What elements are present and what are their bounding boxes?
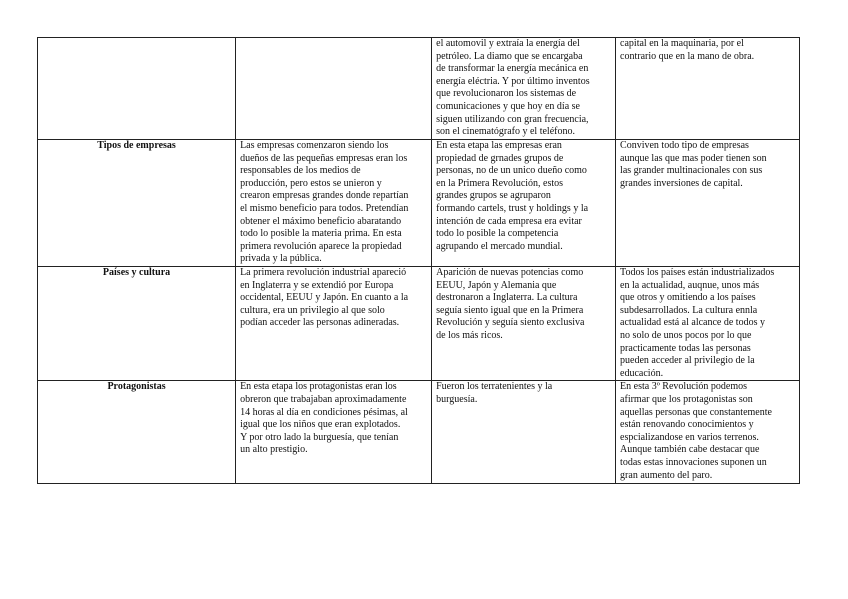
- table-row: [38, 267, 800, 381]
- cell-text: En esta 3º Revolución podemos afirmar que los protagonistas son aquellas personas que constantemente están renovando conocimientos y espcializandose en varios terrenos. Aunque también cabe destacar que todas estas innovaciones suponen un gran aumento del paro.: [620, 381, 772, 481]
- table-cell: [616, 381, 800, 484]
- table-cell: [432, 38, 616, 140]
- cell-text: Conviven todo tipo de empresas aunque las que mas poder tienen son las grander multinacionales con sus grandes inversiones de capital.: [620, 140, 767, 189]
- table-cell: [616, 140, 800, 267]
- cell-text: el automovil y extraía la energía del petróleo. La diamo que se encargaba de transformar la energía mecánica en energía eléctria. Y por último inventos que revolucionaron los sistemas de comunicaciones y que hoy en día se siguen utilizando con gran frecuencia, son el cinematógrafo y el teléfono.: [436, 38, 590, 138]
- table-row: [38, 381, 800, 484]
- table-cell: [616, 38, 800, 140]
- row-header-tipos-de-empresas: Tipos de empresas: [38, 140, 236, 267]
- table-cell: [432, 140, 616, 267]
- row-header-protagonistas: Protagonistas: [38, 381, 236, 484]
- cell-text: Todos los países están industrializados en la actualidad, auqnue, unos más que otros y omitiendo a los países subdesarrollados. La cultura ennla actualidad está al alcance de todos y no solo de unos pocos por lo que practicamente todas las personas pueden acceder al privilegio de la educación.: [620, 267, 775, 379]
- table-cell: [432, 381, 616, 484]
- comparison-table: [37, 37, 800, 484]
- table-row: [38, 140, 800, 267]
- cell-text: La primera revolución industrial apareció en Inglaterra y se extendió por Europa occidental, EEUU y Japón. En cuanto a la cultura, era un privilegio al que solo podían acceder las personas adineradas.: [240, 267, 409, 329]
- row-header-cell: [38, 38, 236, 140]
- table-cell: [236, 140, 432, 267]
- cell-text: Fueron los terratenientes y la burguesía.: [436, 381, 553, 405]
- row-header-paises-y-cultura: Países y cultura: [38, 267, 236, 381]
- cell-text: Aparición de nuevas potencias como EEUU, Japón y Alemania que destronaron a Inglaterra. La cultura seguía siento igual que en la Primera Revolución y seguía siento exclusiva de los más ricos.: [436, 267, 585, 341]
- table-cell: [236, 381, 432, 484]
- table-cell: [236, 267, 432, 381]
- cell-text: capital en la maquinaria, por el contrario que en la mano de obra.: [620, 38, 755, 62]
- cell-text: En esta etapa las empresas eran propiedad de grnades grupos de personas, no de un unico dueño como en la Primera Revolución, estos grandes grupos se agruparon formando cartels, trust y holdings y la intención de cada empresa era evitar todo lo posible la competencia agrupando el mercado mundial.: [436, 140, 589, 252]
- cell-text: En esta etapa los protagonistas eran los obreron que trabajaban aproximadamente 14 horas al día en condiciones pésimas, al igual que los niños que eran explotados. Y por otro lado la burguesía, que tenían un alto prestigio.: [240, 381, 408, 456]
- table-cell: [236, 38, 432, 140]
- cell-text: Las empresas comenzaron siendo los dueños de las pequeñas empresas eran los responsables de los medios de producción, pero estos se unieron y crearon empresas grandes donde repartían el mismo beneficio para todos. Pretendían obtener el máximo beneficio abaratando todo lo posible la materia prima. En esta primera revolución aparece la propiedad privada y la pública.: [240, 140, 409, 265]
- table-cell: [616, 267, 800, 381]
- table-row: [38, 38, 800, 140]
- table-cell: [432, 267, 616, 381]
